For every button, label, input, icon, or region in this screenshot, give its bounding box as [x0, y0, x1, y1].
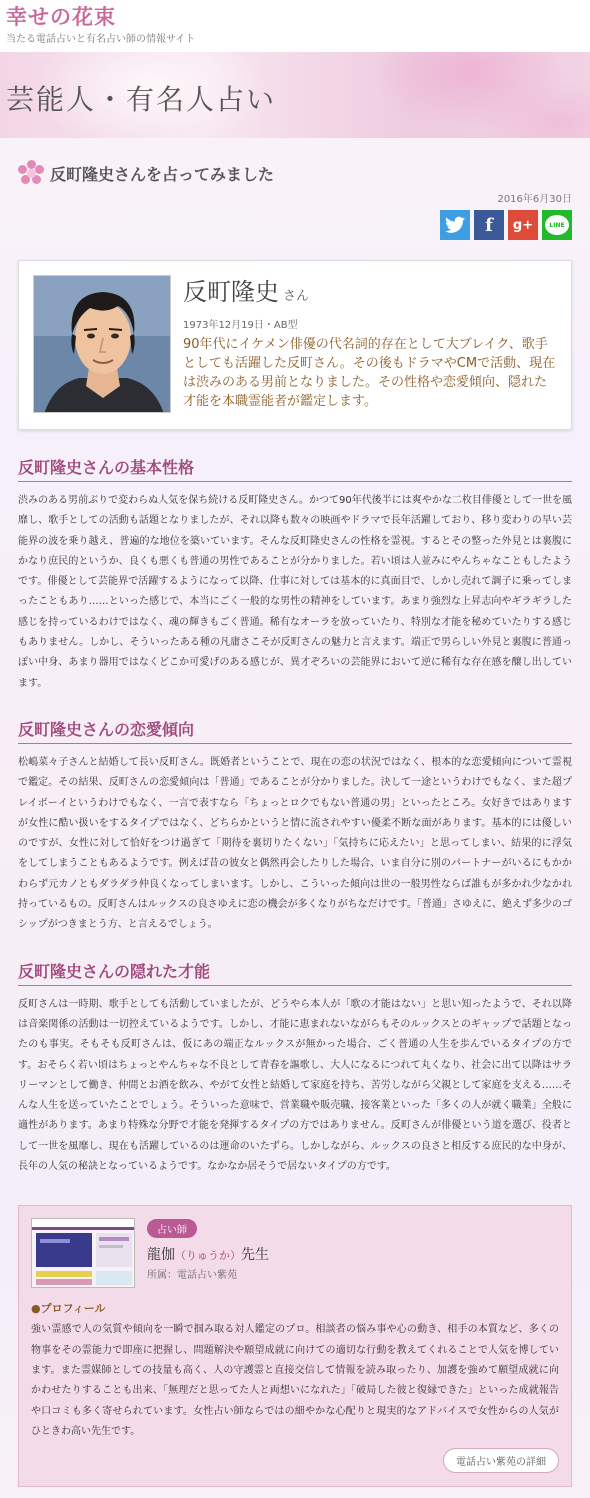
- section-body: 松嶋菜々子さんと結婚して長い反町さん。既婚者ということで、現在の恋の状況ではなく、根本的な恋愛傾向について霊視で鑑定。その結果、反町さんの恋愛傾向は「普通」であることが分かりました。決して一途というわけでもなく、また超プレイボーイというわけでもなく、一言で表すなら「ちょっとロクでもない普通の男」といったところ。女好きではありますが女性に酷い扱いをするタイプではなく、どちらかというと情に流されやすい優柔不断な面があります。基本的には優しいのですが、女性に対して恰好をつけ過ぎて「期待を裏切りたくない」「気持ちに応えたい」と思ってしまい、結果的に浮気をしてしまうこともあるようです。例えば昔の彼女と偶然再会したりした場合、いま自分に別のパートナーがいるにもかかわらず元カノともダラダラ仲良くなってしまいます。しかし、こういった傾向は世の一般男性ならば誰もが多かれ少なかれ持っているもの。反町さんはルックスの良さゆえに恋の機会が多くなりがちなだけです。「普通」さゆえに、絶えず多少のゴシップがつきまとう方、と言えるでしょう。: [18, 756, 572, 931]
- advisor-site-thumbnail[interactable]: [31, 1218, 135, 1288]
- advisor-role-badge: 占い師: [147, 1219, 197, 1238]
- googleplus-icon: g+: [512, 217, 534, 233]
- site-logo[interactable]: 幸せの花束: [6, 4, 116, 29]
- site-header: [0, 0, 590, 52]
- celebrity-birth: 1973年12月19日・AB型: [183, 320, 298, 331]
- main-content: [0, 160, 590, 1487]
- celebrity-info: [183, 275, 557, 415]
- line-share-button[interactable]: [542, 210, 572, 240]
- section-heading: 反町隆史さんの隠れた才能: [18, 962, 572, 986]
- section-heading: 反町隆史さんの恋愛傾向: [18, 720, 572, 744]
- advisor-name: 龍伽: [147, 1247, 175, 1264]
- article-title: 反町隆史さんを占ってみました: [50, 164, 275, 184]
- advisor-name-row: [147, 1244, 269, 1264]
- detail-button-row: [31, 1448, 559, 1473]
- section-basic-personality: [18, 458, 572, 694]
- celebrity-description: 90年代にイケメン俳優の代名詞的存在として大ブレイク、歌手としても活躍した反町さん。その後もドラマやCMで活動、現在は渋みのある男前となりました。その性格や恋愛傾向、隠れた才能を本職霊能者が鑑定します。: [183, 337, 556, 409]
- googleplus-share-button[interactable]: [508, 210, 538, 240]
- advisor-affiliation: 所属：電話占い紫苑: [147, 1270, 237, 1282]
- line-icon: LINE: [549, 221, 565, 229]
- section-hidden-talent: [18, 962, 572, 1178]
- site-tagline: 当たる電話占いと有名占い師の情報サイト: [6, 34, 196, 45]
- celebrity-name-row: [183, 277, 557, 312]
- flower-icon: [18, 160, 44, 186]
- advisor-profile-heading: ●プロフィール: [31, 1302, 106, 1316]
- advisor-header: [31, 1218, 559, 1288]
- twitter-icon: [445, 216, 465, 234]
- section-body: 反町さんは一時期、歌手としても活動していましたが、どうやら本人が「歌の才能はない」と思い知ったようで、それ以降は音楽関係の活動は一切控えているようです。しかし、才能に恵まれないながらもそのルックスとのギャップで話題となったのも事実。そもそも反町さんは、仮にあの端正なルックスが無かった場合、ごく普通の人生を歩んでいるタイプの方です。おそらく若い頃はちょっとやんちゃな不良として青春を謳歌し、大人になるにつれて丸くなり、社会に出て以降はサラリーマンとして働き、仲間とお酒を飲み、やがて女性と結婚して家庭を持ち、苦労しながら父親として家庭を支える……そんな人生を送っていたことでしょう。そういった意味で、営業職や販売職、接客業といった「多くの人が就く職業」全般に適性があります。あまり特殊な分野で才能を発揮するタイプの方ではありません。反町さんが俳優という道を選び、役者として一世を風靡し、現在も活躍しているのは運命のいたずら。しかしながら、ルックスの良さと相反する庶民的な中身が、長年の人気の秘訣となっているようです。なかなか居そうで居ないタイプの方です。: [18, 998, 572, 1173]
- advisor-detail-button[interactable]: 電話占い紫苑の詳細: [443, 1448, 559, 1473]
- section-love-tendency: [18, 720, 572, 936]
- advisor-title: 先生: [241, 1247, 269, 1264]
- advisor-bio: 強い霊感で人の気質や傾向を一瞬で掴み取る対人鑑定のプロ。相談者の悩み事や心の動き、相手の本質など、多くの物事をその霊能力で即座に把握し、問題解決や願望成就に向けての適切な行動を教えてくれることで人気を博しています。また霊媒師としての技量も高く、人の守護霊と直接交信して情報を読み取ったり、加護を強めて願望成就に向かわせたりすることも出来、「無理だと思ってた人と両想いになれた」「破局した彼と復縁できた」といった成就報告や口コミも多く寄せられています。女性占い師ならではの細やかな心配りと現実的なアドバイスで女性からの人気がひときわ高い先生です。: [31, 1324, 559, 1437]
- section-heading: 反町隆史さんの基本性格: [18, 458, 572, 482]
- advisor-box: [18, 1205, 572, 1487]
- share-buttons: [18, 210, 572, 240]
- celebrity-name: 反町隆史: [183, 278, 279, 306]
- advisor-meta: [147, 1218, 269, 1288]
- celebrity-name-suffix: さん: [283, 289, 310, 304]
- advisor-reading: （りゅうか）: [175, 1249, 241, 1263]
- article-date: 2016年6月30日: [497, 194, 572, 205]
- hero-title: 芸能人・有名人占い: [6, 83, 277, 116]
- facebook-icon: f: [485, 214, 493, 236]
- celebrity-portrait: [33, 275, 171, 413]
- celebrity-profile-card: [18, 260, 572, 430]
- article-header: [18, 160, 572, 186]
- facebook-share-button[interactable]: [474, 210, 504, 240]
- twitter-share-button[interactable]: [440, 210, 470, 240]
- section-body: 渋みのある男前ぶりで変わらぬ人気を保ち続ける反町隆史さん。かつて90年代後半には爽やかな二枚目俳優として一世を風靡し、歌手としての活動も話題となりましたが、それ以降も数々の映画やドラマで長年活躍しており、移り変わりの早い芸能界の波を乗り越え、普遍的な地位を築いています。そんな反町隆史さんの性格を霊視。するとその整った外見とは裏腹にかなり庶民的というか、良くも悪くも普通の男性であることが分かりました。若い頃は人並みにやんちゃなこともしたようです。俳優として芸能界で活躍するようになって以降、仕事に対しては基本的に真面目で、しかし売れて調子に乗ってしまったこともあり……といった感じで、本当にごく一般的な男性の精神をしています。あまり強烈な上昇志向やギラギラした感じを持っているわけではなく、魂の輝きもごく普通。稀有なオーラを放っていたり、特別な才能を秘めていたりする感じもありません。しかし、そういったある種の凡庸さこそが反町さんの魅力と言えます。端正で男らしい外見と裏腹に普通っぽい中身、あまり器用ではなくどこか可愛げのある感じが、異才ぞろいの芸能界において逆に稀有な存在感を醸し出しています。: [18, 495, 572, 689]
- hero-banner: [0, 52, 590, 138]
